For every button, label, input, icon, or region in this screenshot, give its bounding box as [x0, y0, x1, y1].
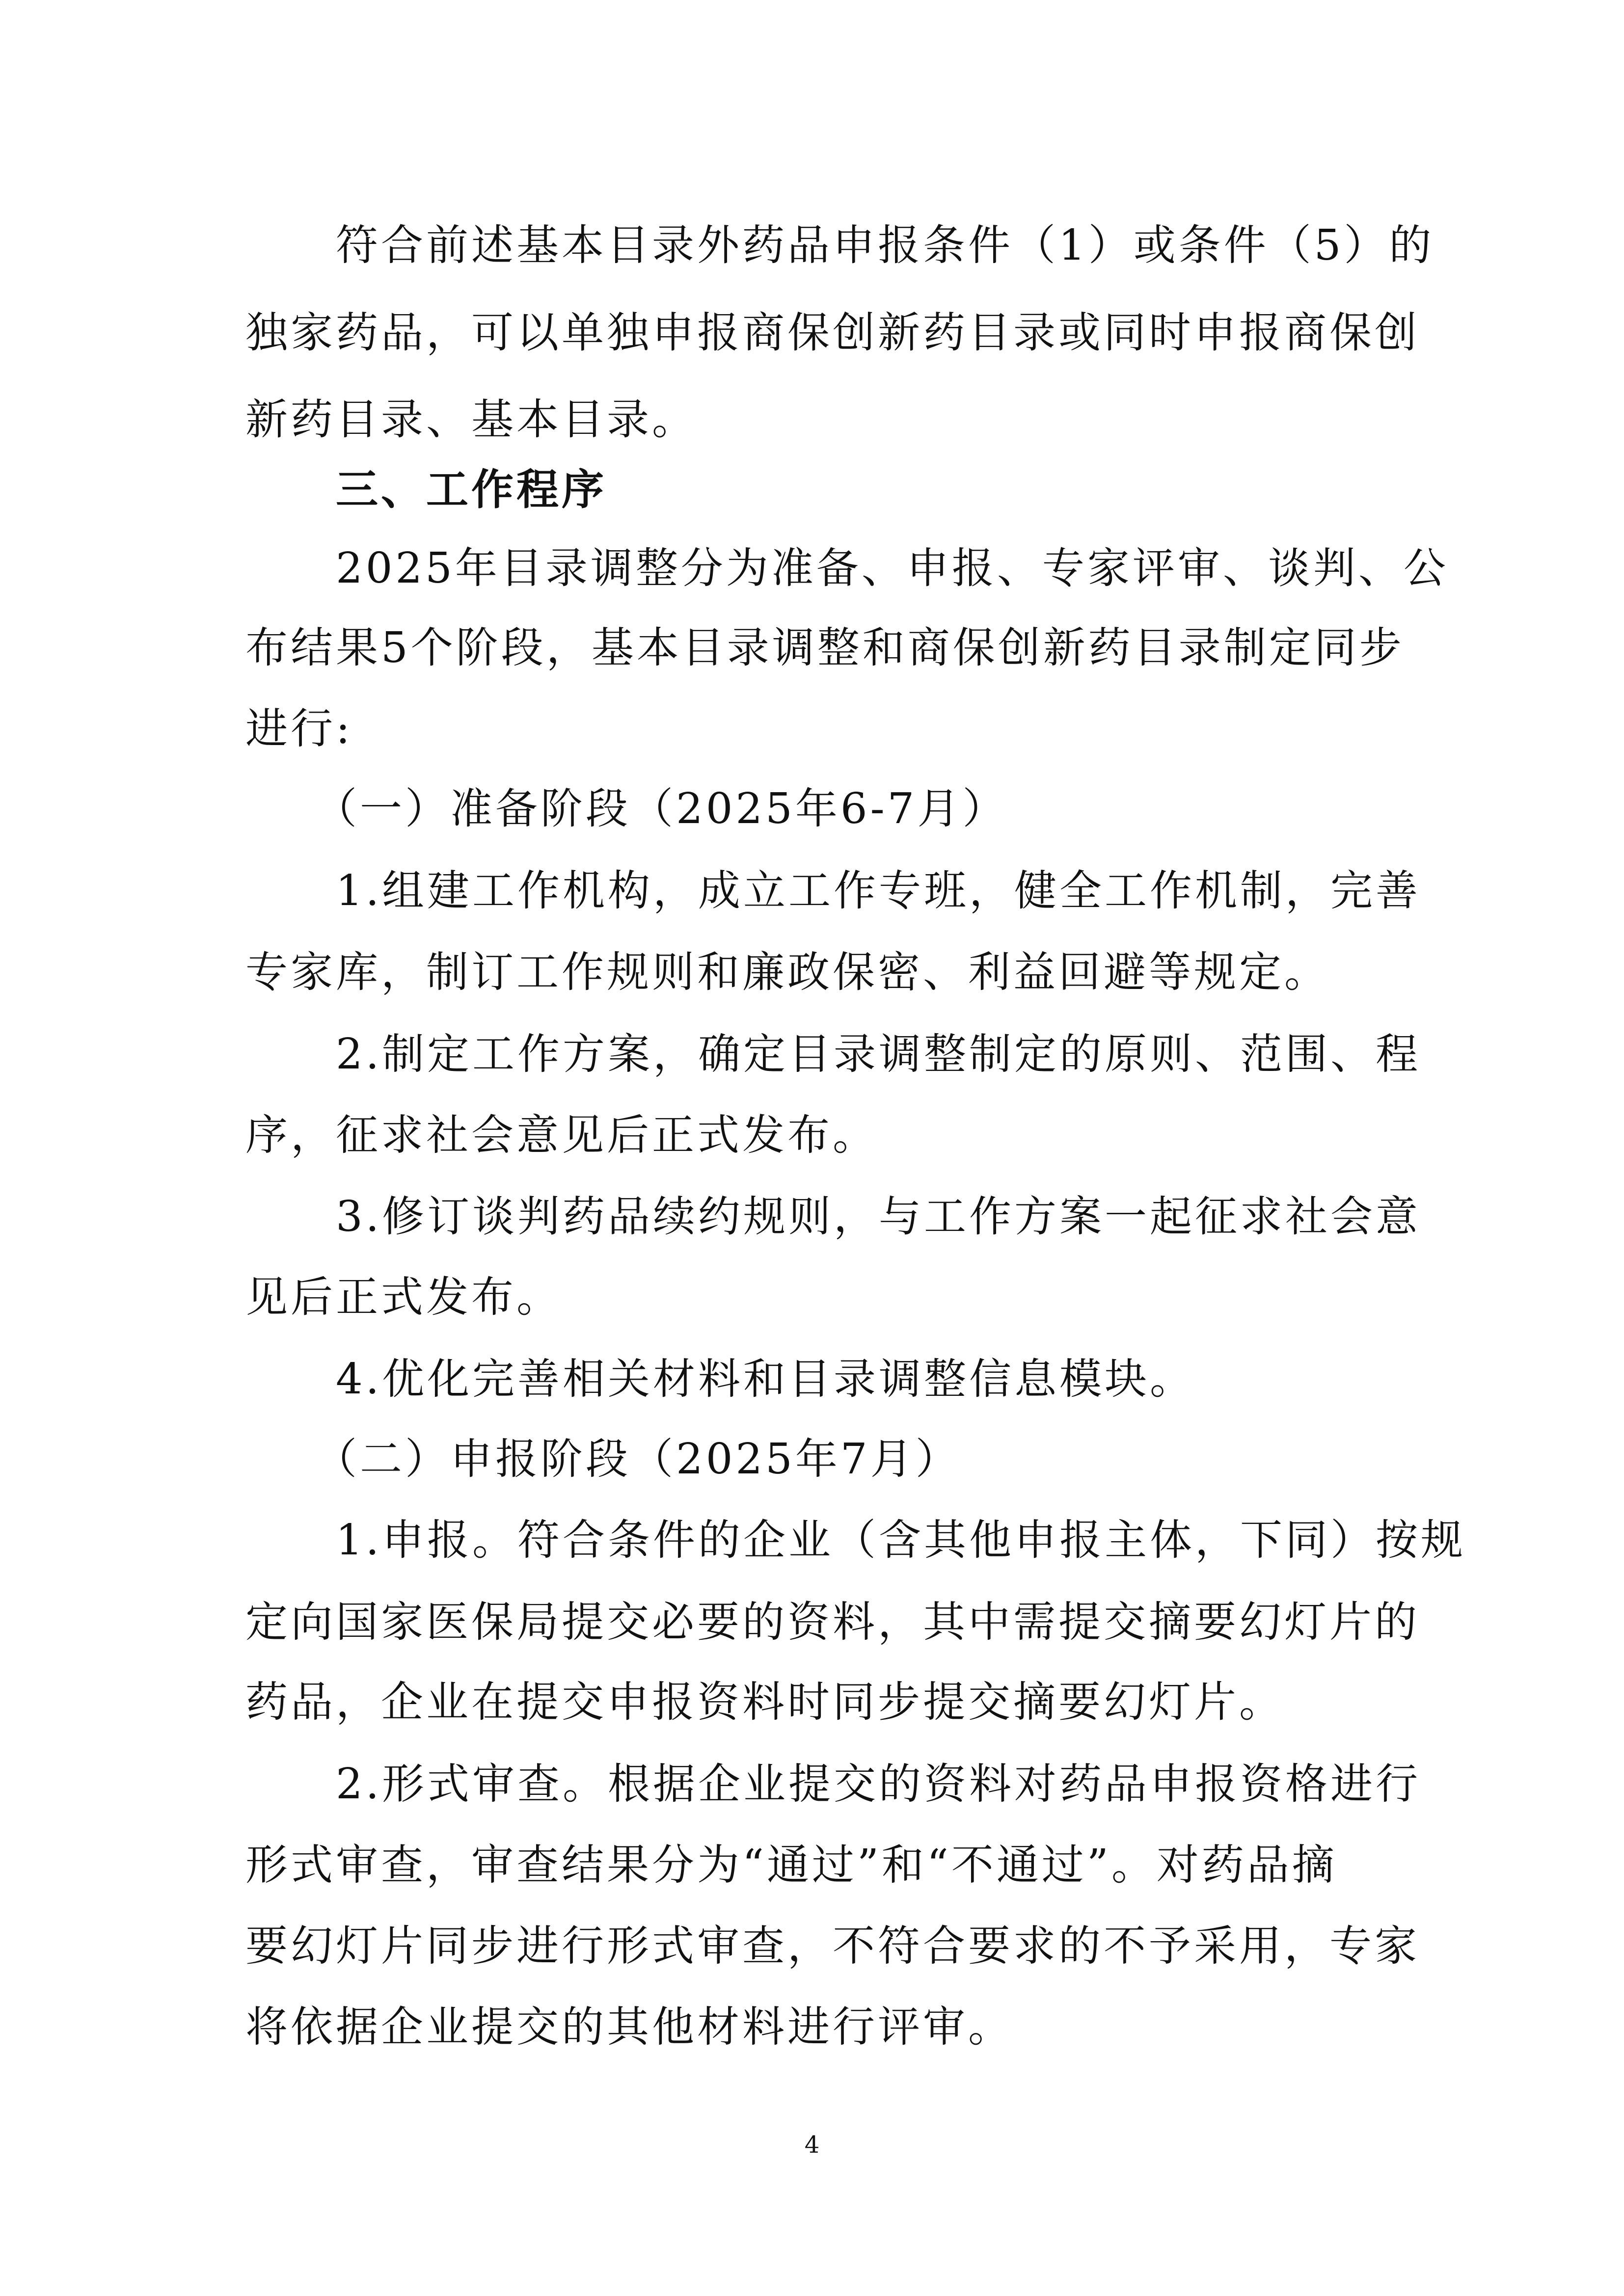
paragraph-line: 序，征求社会意见后正式发布。: [245, 1111, 878, 1160]
paragraph-line: 4.优化完善相关材料和目录调整信息模块。: [245, 1355, 1195, 1404]
paragraph-line: 1.申报。符合条件的企业（含其他申报主体，下同）按规: [245, 1516, 1466, 1565]
paragraph-line: 布结果5个阶段，基本目录调整和商保创新药目录制定同步: [245, 623, 1405, 672]
paragraph-line: 2.形式审查。根据企业提交的资料对药品申报资格进行: [245, 1760, 1421, 1809]
paragraph-line: 新药目录、基本目录。: [245, 395, 697, 444]
paragraph-line: 要幻灯片同步进行形式审查，不符合要求的不予采用，专家: [245, 1922, 1420, 1971]
paragraph-line: 2025年目录调整分为准备、申报、专家评审、谈判、公: [245, 544, 1449, 593]
paragraph-line: 2.制定工作方案，确定目录调整制定的原则、范围、程: [245, 1030, 1421, 1079]
paragraph-line: 将依据企业提交的其他材料进行评审。: [245, 2002, 1013, 2052]
subsection-heading: （二）申报阶段（2025年7月）: [245, 1435, 961, 1484]
paragraph-line: 专家库，制订工作规则和廉政保密、利益回避等规定。: [245, 948, 1329, 997]
paragraph-line: 符合前述基本目录外药品申报条件（1）或条件（5）的: [245, 221, 1435, 270]
paragraph-line: 药品，企业在提交申报资料时同步提交摘要幻灯片。: [245, 1678, 1284, 1727]
paragraph-line: 3.修订谈判药品续约规则，与工作方案一起征求社会意: [245, 1192, 1421, 1241]
subsection-heading: （一）准备阶段（2025年6-7月）: [245, 784, 1008, 833]
paragraph-line: 1.组建工作机构，成立工作专班，健全工作机制，完善: [245, 866, 1421, 915]
paragraph-line: 形式审查，审查结果分为“通过”和“不通过”。对药品摘: [245, 1841, 1337, 1890]
paragraph-line: 定向国家医保局提交必要的资料，其中需提交摘要幻灯片的: [245, 1598, 1420, 1647]
page-number: 4: [804, 2131, 820, 2159]
paragraph-line: 见后正式发布。: [245, 1273, 562, 1322]
paragraph-line: 独家药品，可以单独申报商保创新药目录或同时申报商保创: [245, 308, 1420, 357]
paragraph-line: 进行:: [245, 704, 353, 753]
section-heading: 三、工作程序: [245, 465, 607, 514]
